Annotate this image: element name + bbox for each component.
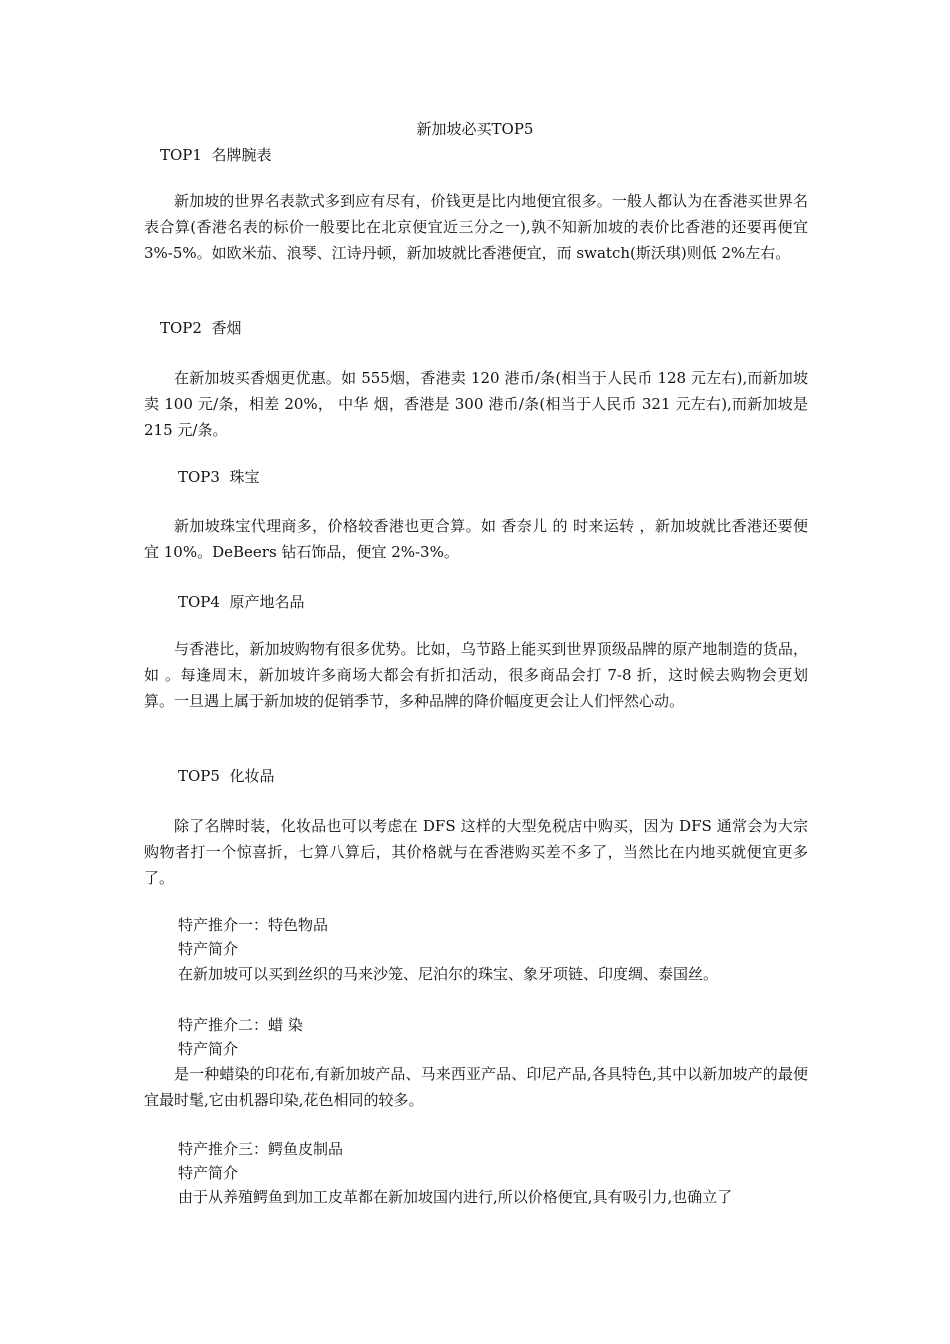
- section-heading-top3: TOP3 珠宝: [178, 468, 260, 486]
- specialty-title-1: 特产推介一：特色物品: [178, 916, 329, 934]
- specialty-subtitle-3: 特产简介: [178, 1164, 239, 1182]
- section-text-top5: 除了名牌时装，化妆品也可以考虑在 DFS 这样的大型免税店中购买，因为 DFS 通常会为大宗购物者打一个惊喜折，七算八算后，其价格就与在香港购买差不多了，当然比在内地买就便宜更多了。: [144, 817, 808, 887]
- specialty-title-3: 特产推介三：鳄鱼皮制品: [178, 1140, 344, 1158]
- section-heading-top4: TOP4 原产地名品: [178, 593, 305, 611]
- section-heading-top2: TOP2 香烟: [160, 319, 242, 337]
- specialty-text-1: 在新加坡可以买到丝织的马来沙笼、尼泊尔的珠宝、象牙项链、印度绸、泰国丝。: [178, 965, 719, 983]
- specialty-text-2: 是一种蜡染的印花布,有新加坡产品、马来西亚产品、印尼产品,各具特色,其中以新加坡产的最便宜最时髦,它由机器印染,花色相同的较多。: [144, 1065, 808, 1109]
- specialty-subtitle-2: 特产简介: [178, 1040, 239, 1058]
- section-text-top1: 新加坡的世界名表款式多到应有尽有，价钱更是比内地便宜很多。一般人都认为在香港买世界名表合算(香港名表的标价一般要比在北京便宜近三分之一),孰不知新加坡的表价比香港的还要再便宜 3%-5%。如欧米茄、浪琴、江诗丹顿，新加坡就比香港便宜，而 swatch(斯沃琪)则低 2%左右。: [144, 192, 808, 262]
- document-title: 新加坡必买TOP5: [416, 120, 534, 138]
- section-text-top3: 新加坡珠宝代理商多，价格较香港也更合算。如 香奈儿 的 时来运转 ，新加坡就比香港还要便宜 10%。DeBeers 钻石饰品，便宜 2%-3%。: [144, 517, 808, 561]
- specialty-subtitle-1: 特产简介: [178, 940, 239, 958]
- section-text-top2: 在新加坡买香烟更优惠。如 555烟，香港卖 120 港币/条(相当于人民币 128 元左右),而新加坡卖 100 元/条，相差 20%， 中华 烟，香港是 300 港币/条(相当于人民币 321 元左右),而新加坡是 215 元/条。: [144, 369, 808, 439]
- section-text-top4: 与香港比，新加坡购物有很多优势。比如，乌节路上能买到世界顶级品牌的原产地制造的货品，如 。每逢周末，新加坡许多商场大都会有折扣活动，很多商品会打 7-8 折，这时候去购物会更划算。一旦遇上属于新加坡的促销季节，多种品牌的降价幅度更会让人们怦然心动。: [144, 640, 808, 710]
- section-heading-top5: TOP5 化妆品: [178, 767, 275, 785]
- specialty-text-3: 由于从养殖鳄鱼到加工皮革都在新加坡国内进行,所以价格便宜,具有吸引力,也确立了: [178, 1188, 733, 1206]
- section-heading-top1: TOP1 名牌腕表: [160, 146, 272, 164]
- specialty-title-2: 特产推介二：蜡 染: [178, 1016, 303, 1034]
